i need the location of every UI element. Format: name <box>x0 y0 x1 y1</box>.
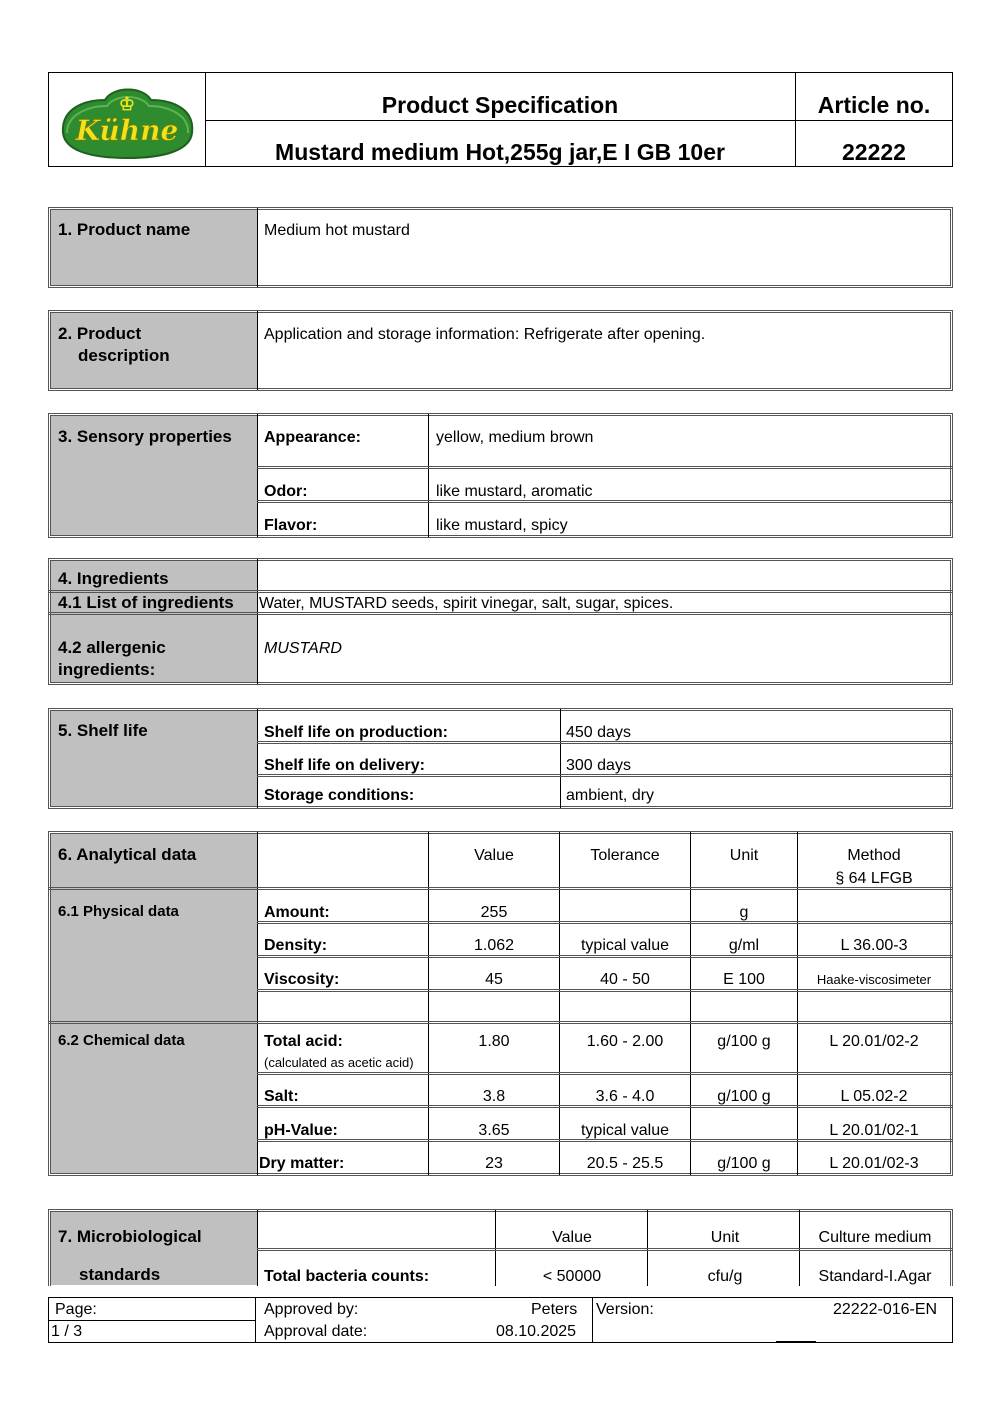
viscosity-value: 45 <box>485 971 503 988</box>
viscosity-method: Haake-viscosimeter <box>816 972 932 987</box>
total-acid-note: (calculated as acetic acid) <box>264 1055 414 1070</box>
micro-header-value: Value <box>552 1229 592 1246</box>
section-ingredients <box>48 558 953 685</box>
microbiological-label-2: standards <box>79 1265 161 1284</box>
footer-approved-value: Peters <box>531 1301 578 1318</box>
section-product-description <box>48 310 953 391</box>
chemical-data-label: 6.2 Chemical data <box>58 1032 185 1049</box>
ph-value: 3.65 <box>478 1122 510 1139</box>
bacteria-key: Total bacteria counts: <box>264 1268 430 1285</box>
doc-title: Product Specification <box>381 92 619 118</box>
sensory-odor-value: like mustard, aromatic <box>436 483 593 500</box>
product-description-value: Application and storage information: Refrigerate after opening. <box>264 326 706 343</box>
sensory-flavor-key: Flavor: <box>264 517 318 534</box>
kuehne-logo <box>55 78 200 162</box>
ingredients-list-label: 4.1 List of ingredients <box>58 593 234 612</box>
footer-date-value: 08.10.2025 <box>496 1323 577 1340</box>
shelf-life-label: 5. Shelf life <box>58 721 148 740</box>
bacteria-value: < 50000 <box>542 1268 602 1285</box>
amount-key: Amount: <box>264 904 330 921</box>
analytical-header-tolerance: Tolerance <box>590 847 660 864</box>
micro-header-medium: Culture medium <box>818 1229 932 1246</box>
allergen-label-2: ingredients: <box>58 660 156 679</box>
product-title: Mustard medium Hot,255g jar,E I GB 10er <box>275 139 725 165</box>
micro-header-unit: Unit <box>710 1229 740 1246</box>
dry-matter-value: 23 <box>485 1155 503 1172</box>
footer-version-label: Version: <box>596 1301 654 1318</box>
ph-tolerance: typical value <box>580 1122 670 1139</box>
product-name-value: Medium hot mustard <box>264 222 410 239</box>
total-acid-unit: g/100 g <box>717 1033 771 1050</box>
sensory-appearance-key: Appearance: <box>264 429 361 446</box>
shelf-production-value: 450 days <box>566 724 631 741</box>
sensory-label: 3. Sensory properties <box>58 427 232 446</box>
analytical-label: 6. Analytical data <box>58 845 197 864</box>
salt-method: L 05.02-2 <box>840 1088 908 1105</box>
density-unit: g/ml <box>728 937 760 954</box>
amount-unit: g <box>739 904 749 921</box>
analytical-header-unit: Unit <box>729 847 759 864</box>
footer-page-value: 1 / 3 <box>51 1323 83 1340</box>
bacteria-unit: cfu/g <box>707 1268 743 1285</box>
section-shelf-life <box>48 708 953 809</box>
total-acid-tolerance: 1.60 - 2.00 <box>586 1033 664 1050</box>
viscosity-tolerance: 40 - 50 <box>600 971 650 988</box>
article-number: 22222 <box>842 139 906 165</box>
product-description-label-2: description <box>78 346 170 365</box>
shelf-production-key: Shelf life on production: <box>264 724 448 741</box>
density-value: 1.062 <box>473 937 515 954</box>
total-acid-method: L 20.01/02-2 <box>829 1033 919 1050</box>
ingredients-list-value: Water, MUSTARD seeds, spirit vinegar, salt, sugar, spices. <box>259 595 674 612</box>
svg-text:Kühne: Kühne <box>75 114 179 147</box>
analytical-header-method-2: § 64 LFGB <box>835 870 913 887</box>
footer-page-label: Page: <box>55 1301 97 1318</box>
density-tolerance: typical value <box>580 937 670 954</box>
product-description-label-1: 2. Product <box>58 324 142 343</box>
salt-value: 3.8 <box>482 1088 506 1105</box>
storage-value: ambient, dry <box>566 787 655 804</box>
dry-matter-unit: g/100 g <box>717 1155 771 1172</box>
ph-key: pH-Value: <box>264 1122 338 1139</box>
dry-matter-method: L 20.01/02-3 <box>829 1155 919 1172</box>
sensory-appearance-value: yellow, medium brown <box>436 429 594 446</box>
svg-text:♔: ♔ <box>118 94 136 115</box>
dry-matter-key: Dry matter: <box>259 1155 345 1172</box>
allergen-label-1: 4.2 allergenic <box>58 638 166 657</box>
total-acid-value: 1.80 <box>478 1033 510 1050</box>
shelf-delivery-value: 300 days <box>566 757 631 774</box>
density-method: L 36.00-3 <box>840 937 908 954</box>
viscosity-key: Viscosity: <box>264 971 340 988</box>
sensory-odor-key: Odor: <box>264 483 308 500</box>
microbiological-label-1: 7. Microbiological <box>58 1227 202 1246</box>
total-acid-key: Total acid: <box>264 1033 343 1050</box>
analytical-header-method-1: Method <box>847 847 901 864</box>
salt-unit: g/100 g <box>717 1088 771 1105</box>
footer-date-label: Approval date: <box>264 1323 368 1340</box>
product-name-label: 1. Product name <box>58 220 191 239</box>
shelf-delivery-key: Shelf life on delivery: <box>264 757 425 774</box>
article-label: Article no. <box>817 92 931 118</box>
footer-version-value: 22222-016-EN <box>833 1301 938 1318</box>
bacteria-medium: Standard-I.Agar <box>818 1268 932 1285</box>
allergen-value: MUSTARD <box>264 640 342 657</box>
viscosity-unit: E 100 <box>723 971 765 988</box>
physical-data-label: 6.1 Physical data <box>58 903 179 920</box>
storage-key: Storage conditions: <box>264 787 415 804</box>
sensory-flavor-value: like mustard, spicy <box>436 517 568 534</box>
salt-tolerance: 3.6 - 4.0 <box>595 1088 655 1105</box>
analytical-header-value: Value <box>474 847 514 864</box>
footer-approved-label: Approved by: <box>264 1301 359 1318</box>
salt-key: Salt: <box>264 1088 299 1105</box>
dry-matter-tolerance: 20.5 - 25.5 <box>586 1155 664 1172</box>
ingredients-label: 4. Ingredients <box>58 569 169 588</box>
ph-method: L 20.01/02-1 <box>829 1122 919 1139</box>
density-key: Density: <box>264 937 328 954</box>
amount-value: 255 <box>480 904 508 921</box>
